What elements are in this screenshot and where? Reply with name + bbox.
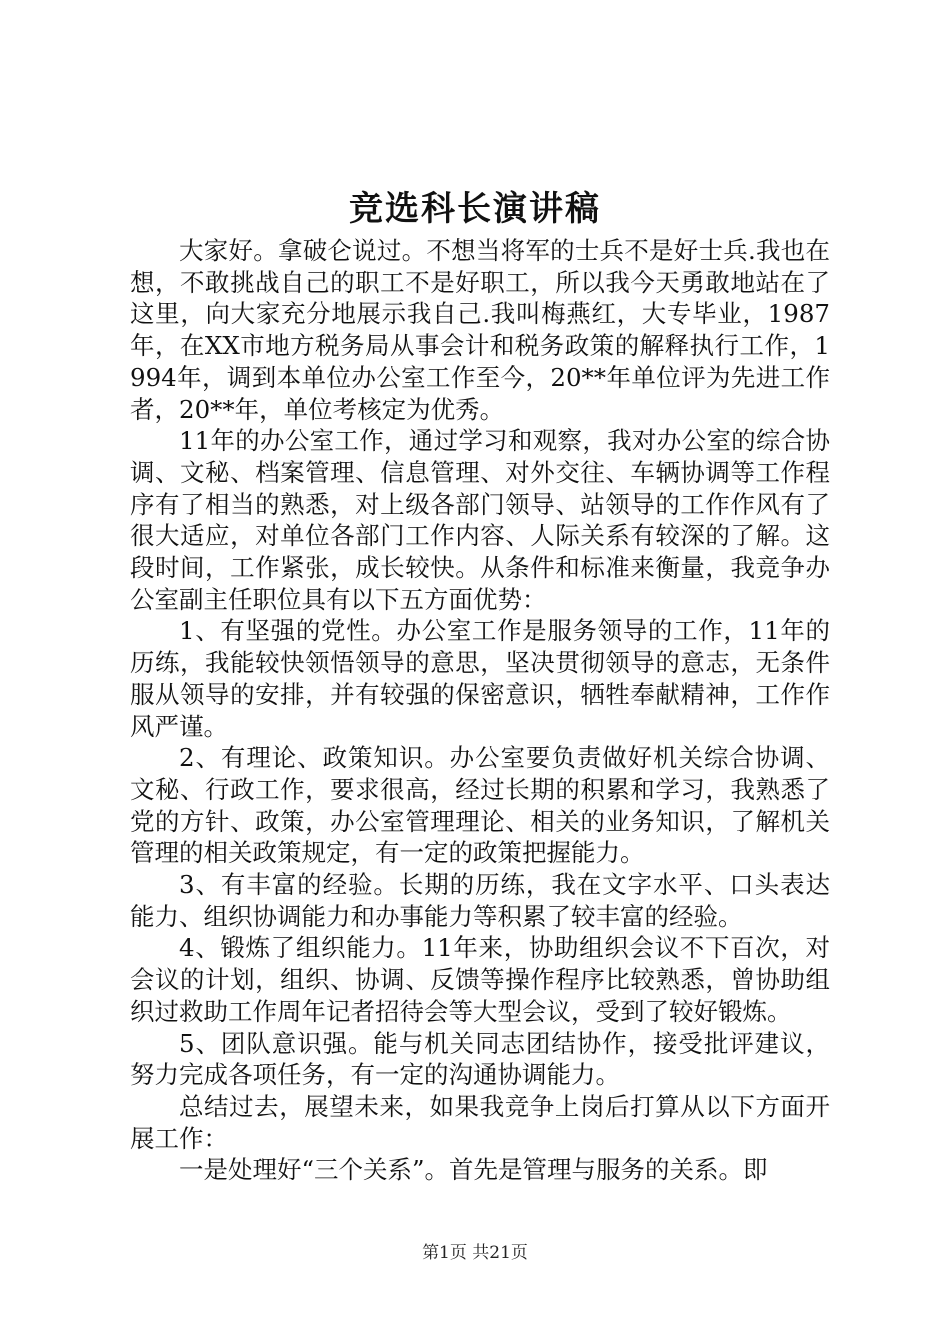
document-body — [130, 235, 830, 1186]
page-number-footer: 第1页 共21页 — [422, 1243, 528, 1263]
document-title: 竞选科长演讲稿 — [349, 189, 601, 229]
paragraph: 一是处理好“三个关系”。首先是管理与服务的关系。即 — [179, 1155, 768, 1185]
paragraph: 总结过去，展望未来，如果我竞争上岗后打算从以下方面开展工作： — [130, 1091, 830, 1153]
paragraph: 2、有理论、政策知识。办公室要负责做好机关综合协调、文秘、行政工作，要求很高，经过长期的积累和学习，我熟悉了党的方针、政策，办公室管理理论、相关的业务知识，了解机关管理的相关政策规定，有一定的政策把握能力。 — [130, 743, 830, 868]
paragraph: 1、有坚强的党性。办公室工作是服务领导的工作，11年的历练，我能较快领悟领导的意思，坚决贯彻领导的意志，无条件服从领导的安排，并有较强的保密意识，牺牲奉献精神，工作作风严谨。 — [130, 616, 830, 741]
paragraph: 3、有丰富的经验。长期的历练，我在文字水平、口头表达能力、组织协调能力和办事能力等积累了较丰富的经验。 — [130, 870, 830, 931]
paragraph: 11年的办公室工作，通过学习和观察，我对办公室的综合协调、文秘、档案管理、信息管理、对外交往、车辆协调等工作程序有了相当的熟悉，对上级各部门领导、站领导的工作作风有了很大适应，对单位各部门工作内容、人际关系有较深的了解。这段时间，工作紧张，成长较快。从条件和标准来衡量，我竞争办公室副主任职位具有以下五方面优势： — [130, 426, 830, 614]
paragraph: 大家好。拿破仑说过。不想当将军的士兵不是好士兵.我也在想，不敢挑战自己的职工不是好职工，所以我今天勇敢地站在了这里，向大家充分地展示我自己.我叫梅燕红，大专毕业，1987年，在XX市地方税务局从事会计和税务政策的解释执行工作，1994年，调到本单位办公室工作至今，20**年单位评为先进工作者，20**年，单位考核定为优秀。 — [130, 236, 830, 424]
paragraph: 5、团队意识强。能与机关同志团结协作，接受批评建议，努力完成各项任务，有一定的沟通协调能力。 — [130, 1028, 830, 1090]
paragraph: 4、锻炼了组织能力。11年来，协助组织会议不下百次，对会议的计划，组织、协调、反馈等操作程序比较熟悉，曾协助组织过救助工作周年记者招待会等大型会议，受到了较好锻炼。 — [130, 933, 830, 1026]
